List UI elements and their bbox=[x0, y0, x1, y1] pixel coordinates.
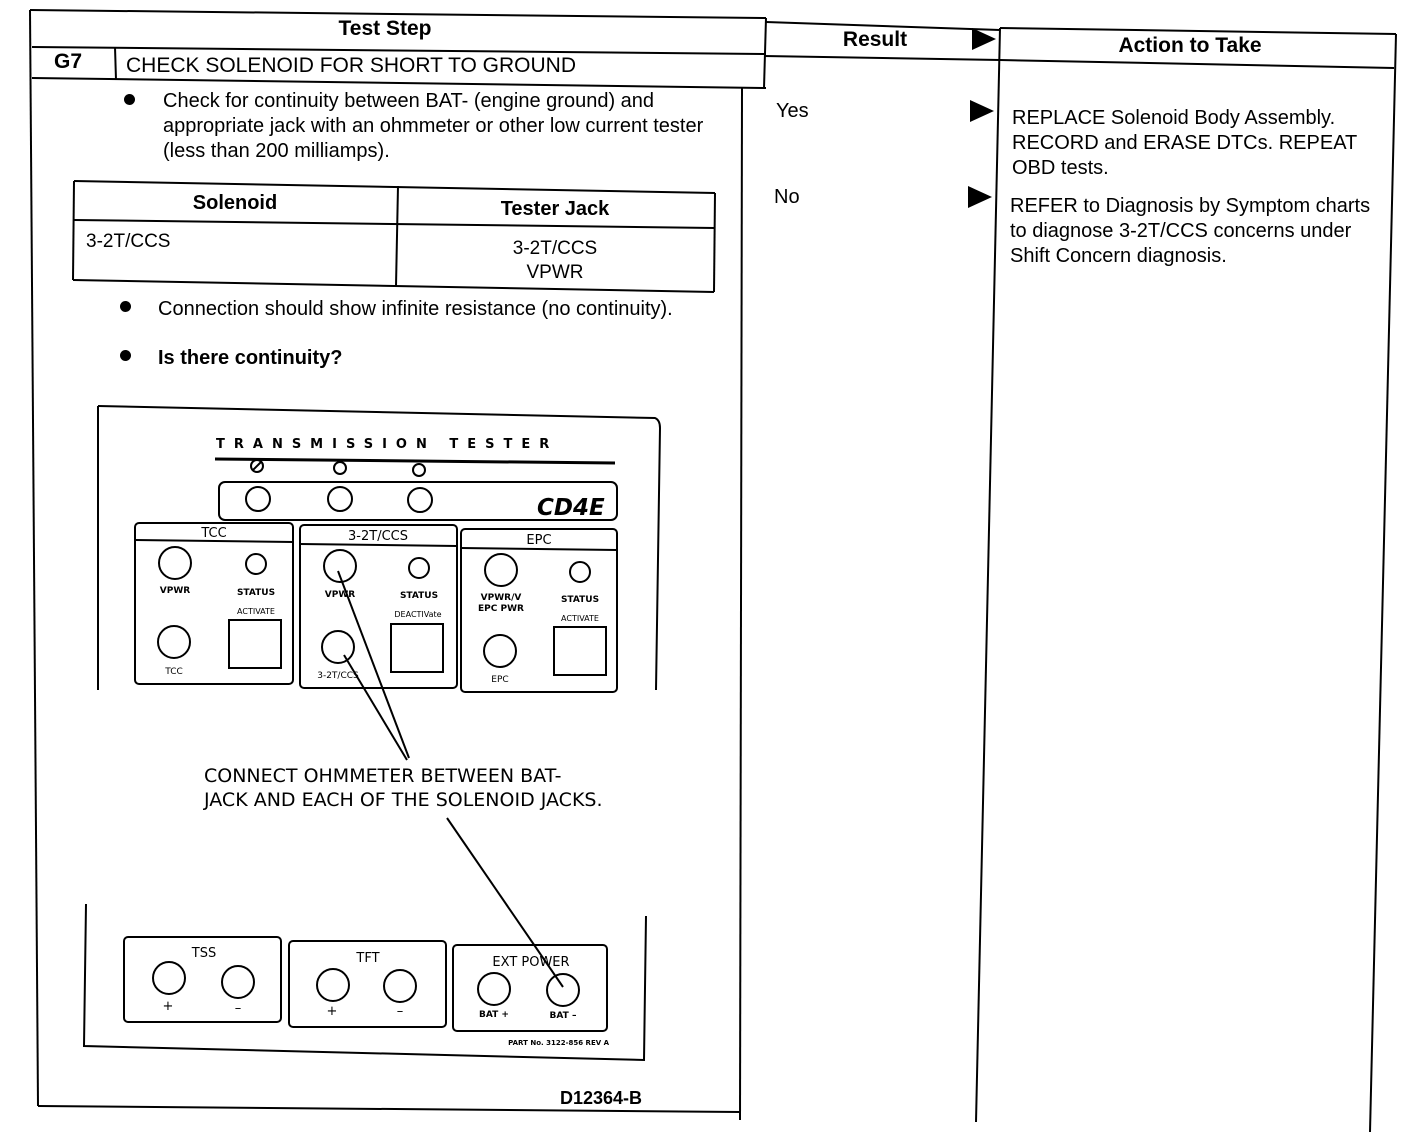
epc-jack-label: EPC bbox=[491, 675, 509, 685]
ccs-vpwr-label: VPWR bbox=[324, 590, 356, 600]
tss-plus: + bbox=[162, 999, 174, 1014]
step-instruction: Check for continuity between BAT- (engine ground) and appropriate jack with an ohmmeter or other low current tester (less than 200 milliamps). bbox=[163, 90, 704, 162]
ext-power-title: EXT POWER bbox=[492, 955, 570, 970]
result-yes: Yes bbox=[776, 100, 809, 122]
cell-jack-2: VPWR bbox=[526, 262, 584, 283]
bat-minus-label: BAT – bbox=[549, 1011, 577, 1021]
bat-plus-label: BAT + bbox=[479, 1010, 509, 1020]
step-id: G7 bbox=[54, 50, 83, 73]
col-solenoid: Solenoid bbox=[192, 192, 278, 214]
tester-title: TRANSMISSION TESTER bbox=[216, 437, 559, 452]
col-tester-jack: Tester Jack bbox=[500, 198, 610, 220]
step-title: CHECK SOLENOID FOR SHORT TO GROUND bbox=[126, 54, 577, 77]
cell-jack-1: 3-2T/CCS bbox=[512, 238, 598, 259]
header-test-step: Test Step bbox=[338, 17, 432, 40]
ccs-jack-label: 3-2T/CCS bbox=[317, 671, 359, 681]
ccs-panel-title: 3-2T/CCS bbox=[348, 529, 408, 544]
tft-plus: + bbox=[326, 1004, 338, 1019]
step-question: Is there continuity? bbox=[158, 347, 343, 369]
header-action: Action to Take bbox=[1118, 34, 1262, 57]
action-yes: REPLACE Solenoid Body Assembly. RECORD and ERASE DTCs. REPEAT OBD tests. bbox=[1012, 107, 1357, 179]
callout-line-1: CONNECT OHMMETER BETWEEN BAT- bbox=[204, 765, 562, 787]
header-result: Result bbox=[842, 28, 908, 51]
epc-panel-title: EPC bbox=[526, 533, 552, 548]
tss-title: TSS bbox=[191, 946, 217, 961]
tcc-jack-label: TCC bbox=[165, 667, 183, 677]
figure-id: D12364-B bbox=[560, 1088, 643, 1108]
epc-pwr-label: EPC PWR bbox=[478, 604, 524, 614]
tester-model: CD4E bbox=[537, 495, 605, 521]
ccs-deactivate-label: DEACTIVate bbox=[394, 610, 442, 619]
tft-minus: – bbox=[396, 1004, 404, 1019]
step-bullet-2: Connection should show infinite resistance (no continuity). bbox=[158, 298, 673, 320]
part-number: PART No. 3122-856 REV A bbox=[508, 1039, 609, 1047]
result-no: No bbox=[774, 186, 800, 208]
callout-line-2: JACK AND EACH OF THE SOLENOID JACKS. bbox=[204, 789, 603, 811]
epc-status-label: STATUS bbox=[560, 595, 600, 605]
action-no: REFER to Diagnosis by Symptom charts to diagnose 3-2T/CCS concerns under Shift Concern diagnosis. bbox=[1010, 195, 1371, 267]
tcc-vpwr-label: VPWR bbox=[159, 586, 191, 596]
cell-solenoid: 3-2T/CCS bbox=[86, 231, 171, 252]
ccs-status-label: STATUS bbox=[399, 591, 439, 601]
epc-activate-label: ACTIVATE bbox=[561, 614, 599, 623]
tft-title: TFT bbox=[356, 951, 380, 966]
tcc-panel-title: TCC bbox=[201, 526, 227, 541]
epc-vpwr-label: VPWR/V bbox=[480, 593, 522, 603]
tcc-activate-label: ACTIVATE bbox=[237, 607, 275, 616]
tcc-status-label: STATUS bbox=[236, 588, 276, 598]
tss-minus: – bbox=[234, 1001, 242, 1016]
